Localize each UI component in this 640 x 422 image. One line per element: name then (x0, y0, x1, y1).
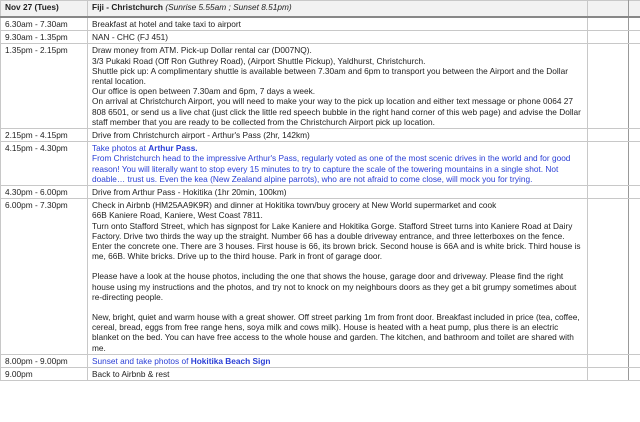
activity-lead: Sunset and take photos of (92, 355, 191, 366)
time-cell[interactable]: 4.30pm - 6.00pm (1, 186, 88, 199)
time-cell[interactable]: 2.15pm - 4.15pm (1, 129, 88, 142)
time-cell[interactable]: 1.35pm - 2.15pm (1, 44, 88, 129)
header-row (1, 1, 640, 18)
activity-text: Our office is open between 7.30am and 6pm, 7 days a week. (92, 86, 316, 97)
activity-cell[interactable] (88, 31, 588, 44)
activity-cell[interactable] (88, 142, 588, 186)
day-title-cell[interactable] (88, 1, 588, 18)
activity-cell[interactable] (88, 17, 588, 31)
itinerary-row (1, 142, 640, 186)
time-cell[interactable]: 6.30am - 7.30am (1, 17, 88, 31)
itinerary-row (1, 186, 640, 199)
activity-text: On arrival at Christchurch Airport, you will need to make your way to the pick up location and either text message or phone 0064 27 808 6501, or send us a live chat (just click the little red speech bubble in the right hand corner of this web page) and advise the Dollar staff member that you are ready to be collected from the Christchurch Airport pick up location. (92, 96, 581, 127)
activity-cell[interactable] (88, 354, 588, 367)
activity-text: Drive from Christchurch airport - Arthur's Pass (2hr, 142km) (92, 130, 310, 141)
time-cell[interactable]: 9.30am - 1.35pm (1, 31, 88, 44)
activity-text: Draw money from ATM. Pick-up Dollar rental car (D007NQ). (92, 45, 312, 56)
itinerary-row (1, 368, 640, 381)
activity-heading (92, 143, 584, 153)
empty-cell[interactable] (588, 129, 629, 142)
activity-text: Back to Airbnb & rest (92, 369, 170, 380)
empty-cell[interactable] (588, 354, 629, 367)
time-cell[interactable]: 8.00pm - 9.00pm (1, 354, 88, 367)
time-cell[interactable]: 9.00pm (1, 368, 88, 381)
empty-cell[interactable] (629, 368, 640, 381)
empty-cell[interactable] (629, 186, 640, 199)
itinerary-row (1, 17, 640, 31)
empty-cell[interactable] (629, 44, 640, 129)
activity-text: 66B Kaniere Road, Kaniere, West Coast 7811. (92, 210, 263, 221)
sun-times: (Sunrise 5.55am ; Sunset 8.51pm) (165, 2, 292, 12)
activity-place: Arthur Pass. (148, 143, 198, 154)
activity-text: Turn onto Stafford Street, which has signpost for Lake Kaniere and Hokitika Gorge. Stafford Street turns into Kaniere Road at Dairy Factory. Drive two thirds the way up the straight. Number 66 has a double driveway entrance, and three letterboxes on the fence. Enter the concrete one. There are 3 houses. First house is 66, its brown brick. Second house is 66A and is white brick. Third house is me, 66B. White bricks. Drive up to the third house. Park in front of garage door. (92, 220, 581, 262)
itinerary-row (1, 199, 640, 355)
itinerary-row (1, 31, 640, 44)
blank-line (92, 302, 584, 312)
empty-cell[interactable] (588, 17, 629, 31)
activity-text: From Christchurch head to the impressive Arthur's Pass, regularly voted as one of the most scenic drives in the world and for good reason! You will literally want to stop every 15 minutes to try to capture the scale of the towering mountains in a single shot. Not doable… trust us. Even the kea (New Zealand alpine parrots), who are not afraid to come close, will mock you for trying. (92, 153, 571, 184)
activity-heading (92, 356, 584, 366)
itinerary-row (1, 44, 640, 129)
activity-cell[interactable] (88, 199, 588, 355)
empty-cell[interactable] (629, 1, 640, 18)
activity-cell[interactable] (88, 186, 588, 199)
empty-cell[interactable] (588, 186, 629, 199)
empty-cell[interactable] (588, 31, 629, 44)
itinerary-row (1, 354, 640, 367)
activity-place: Hokitika Beach Sign (190, 355, 271, 366)
empty-cell[interactable] (588, 1, 629, 18)
time-cell[interactable]: 6.00pm - 7.30pm (1, 199, 88, 355)
empty-cell[interactable] (629, 199, 640, 355)
empty-cell[interactable] (629, 17, 640, 31)
activity-text: Breakfast at hotel and take taxi to airport (92, 19, 241, 29)
activity-lead: Take photos at (92, 143, 149, 154)
itinerary-row (1, 129, 640, 142)
empty-cell[interactable] (588, 44, 629, 129)
empty-cell[interactable] (588, 368, 629, 381)
activity-text: New, bright, quiet and warm house with a great shower. Off street parking 1m from front door. Breakfast included in price (tea, coffee, cereal, bread, eggs from free range hens, soya milk and cows milk). House is heated with a heat pump, plus there is an electric blanket on the bed. You can have free access to the whole house and garden. The kitchen, and bathroom and toilet are shared with me. (92, 312, 580, 353)
empty-cell[interactable] (629, 142, 640, 186)
time-cell[interactable]: 4.15pm - 4.30pm (1, 142, 88, 186)
activity-text: Shuttle pick up: A complimentary shuttle is available between 7.30am and 6pm to transport you between the Airport and the Dollar rental location. (92, 65, 568, 87)
activity-text: Check in Airbnb (HM25AA9K9R) and dinner at Hokitika town/buy grocery at New World supermarket and cook (92, 200, 497, 211)
day-title: Fiji - Christchurch (92, 2, 163, 12)
empty-cell[interactable] (629, 354, 640, 367)
activity-text: Please have a look at the house photos, including the one that shows the house, garage door and driveway. Please find the right house using my instructions and the photos, and try not to knock on my neighbours doors as they get a bit grumpy sometimes about re-directing people. (92, 271, 577, 302)
empty-cell[interactable] (629, 129, 640, 142)
blank-line (92, 261, 584, 271)
activity-text: 3/3 Pukaki Road (Off Ron Guthrey Road), (Airport Shuttle Pickup), Yaldhurst, Christchurch. (92, 55, 426, 66)
activity-text: Drive from Arthur Pass - Hokitika (1hr 20min, 100km) (92, 187, 287, 198)
empty-cell[interactable] (588, 142, 629, 186)
empty-cell[interactable] (629, 31, 640, 44)
activity-cell[interactable] (88, 129, 588, 142)
date-cell[interactable]: Nov 27 (Tues) (1, 1, 88, 18)
activity-cell[interactable] (88, 368, 588, 381)
empty-cell[interactable] (588, 199, 629, 355)
activity-text: NAN - CHC (FJ 451) (92, 32, 169, 43)
activity-cell[interactable] (88, 44, 588, 129)
